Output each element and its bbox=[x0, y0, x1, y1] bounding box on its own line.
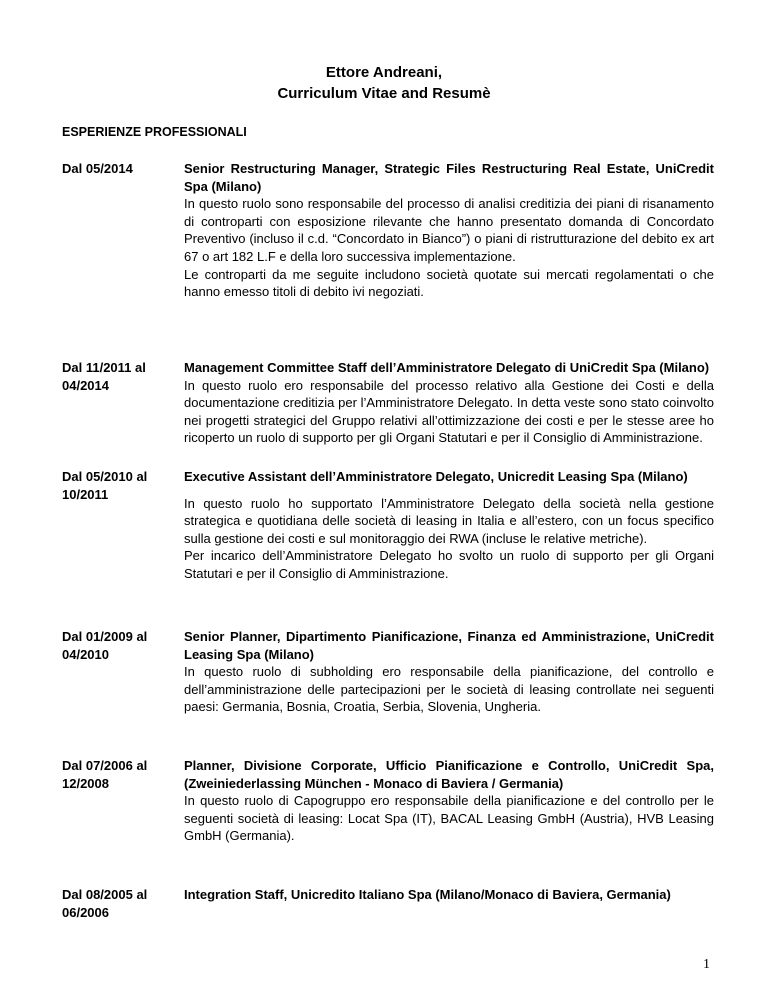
entry-description: In questo ruolo di Capogruppo ero responsabile della pianificazione e del controllo per le seguenti società di leasing: Locat Spa (IT), BACAL Leasing GmbH (Austria), HVB Leasing GmbH (Germania). bbox=[184, 793, 714, 844]
entry-role: Executive Assistant dell’Amministratore Delegato, Unicredit Leasing Spa (Milano) bbox=[184, 469, 688, 484]
document-title bbox=[0, 62, 768, 104]
entry-role: Senior Restructuring Manager, Strategic Files Restructuring Real Estate, UniCredit Spa (Milano) bbox=[184, 161, 714, 194]
entry-role: Planner, Divisione Corporate, Ufficio Pianificazione e Controllo, UniCredit Spa, (Zweiniederlassing München - Monaco di Baviera / Germania) bbox=[184, 758, 714, 791]
entry-description: In questo ruolo sono responsabile del processo di analisi creditizia dei piani di risanamento di controparti con esposizione rilevante che hanno presentato domanda di Concordato Preventivo (incluso il c.d. “Concordato in Bianco”) o piani di ristrutturazione del debito ex art 67 o art 182 L.F e della loro successiva implementazione. bbox=[184, 196, 714, 264]
entry-description: Le controparti da me seguite includono società quotate sui mercati regolamentati o che hanno emesso titoli di debito ivi negoziati. bbox=[184, 266, 714, 300]
entry-date: Dal 01/2009 al 04/2010 bbox=[62, 629, 148, 662]
entry-date: Dal 05/2014 bbox=[62, 161, 133, 176]
entry-role: Integration Staff, Unicredito Italiano Spa (Milano/Monaco di Baviera, Germania) bbox=[184, 887, 671, 902]
section-heading: ESPERIENZE PROFESSIONALI bbox=[62, 125, 247, 139]
entry-body bbox=[184, 757, 714, 845]
entry-body bbox=[184, 628, 714, 716]
document-subtitle: Curriculum Vitae and Resumè bbox=[277, 85, 491, 102]
page-number: 1 bbox=[703, 957, 710, 972]
entry-description: In questo ruolo ho supportato l’Amministratore Delegato della società nella gestione strategica e quotidiana delle società di leasing in Italia e all’estero, con un focus specifico sulla gestione dei costi e sul monitoraggio dei RWA (incluse le relative metriche). bbox=[184, 495, 714, 546]
entry-date: Dal 11/2011 al 04/2014 bbox=[62, 360, 146, 393]
entry-body bbox=[184, 359, 714, 447]
entry-body bbox=[184, 468, 714, 583]
entry-description: Per incarico dell’Amministratore Delegato ho svolto un ruolo di supporto per gli Organi Statutari e per il Consiglio di Amministrazione. bbox=[184, 548, 714, 581]
entry-body bbox=[184, 886, 714, 904]
entry-description: In questo ruolo di subholding ero responsabile della pianificazione, del controllo e dell’amministrazione delle partecipazioni per le società di leasing controllate nei seguenti paesi: Germania, Bosnia, Croatia, Serbia, Slovenia, Ungheria. bbox=[184, 664, 714, 715]
entry-date: Dal 08/2005 al 06/2006 bbox=[62, 887, 148, 920]
entry-date: Dal 07/2006 al 12/2008 bbox=[62, 758, 148, 791]
entry-role: Management Committee Staff dell’Amministratore Delegato di UniCredit Spa (Milano) bbox=[184, 360, 710, 375]
entry-date: Dal 05/2010 al 10/2011 bbox=[62, 469, 148, 502]
entry-body bbox=[184, 160, 714, 301]
entry-role: Senior Planner, Dipartimento Pianificazione, Finanza ed Amministrazione, UniCredit Leasing Spa (Milano) bbox=[184, 629, 714, 662]
entry-description: In questo ruolo ero responsabile del processo relativo alla Gestione dei Costi e della documentazione creditizia per l’Amministratore Delegato. In detta veste sono stato coinvolto nei progetti strategici del Gruppo relativi all’ottimizzazione dei costi e per le stesse aree ho ricoperto un ruolo di supporto per gli Organi Statutari e per il Consiglio di Amministrazione. bbox=[184, 377, 714, 446]
person-name: Ettore Andreani, bbox=[325, 64, 443, 81]
